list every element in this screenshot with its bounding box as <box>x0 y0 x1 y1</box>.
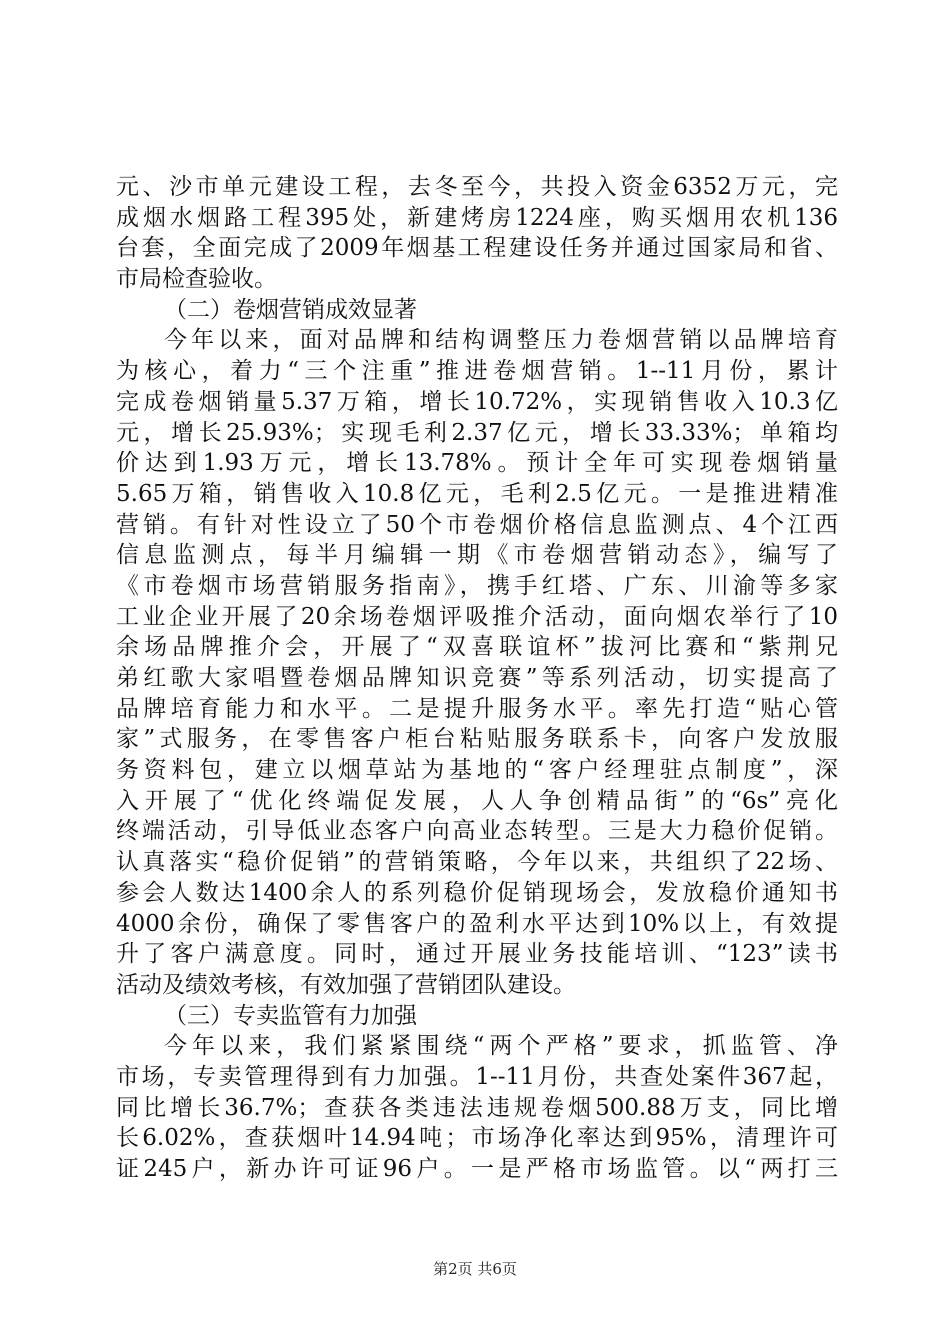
text-line: 价达到1.93万元，增长13.78%。预计全年可实现卷烟销量 <box>116 450 838 477</box>
text-line: 认真落实“稳价促销”的营销策略，今年以来，共组织了22场、 <box>116 849 838 876</box>
text-line: 元、沙市单元建设工程，去冬至今，共投入资金6352万元，完 <box>116 174 838 200</box>
text-line: 台套，全面完成了2009年烟基工程建设任务并通过国家局和省、 <box>116 235 838 262</box>
text-line: 长6.02%，查获烟叶14.94吨；市场净化率达到95%，清理许可 <box>116 1125 838 1152</box>
text-line: 今年以来，我们紧紧围绕“两个严格”要求，抓监管、净 <box>164 1033 838 1060</box>
section-heading: （三）专卖监管有力加强 <box>164 1002 417 1029</box>
document-body <box>116 172 838 1185</box>
text-line: 信息监测点，每半月编辑一期《市卷烟营销动态》，编写了 <box>116 542 838 569</box>
text-line: 余场品牌推介会，开展了“双喜联谊杯”拔河比赛和“紫荆兄 <box>116 634 838 661</box>
text-line: 品牌培育能力和水平。二是提升服务水平。率先打造“贴心管 <box>116 695 838 722</box>
text-line: 为核心，着力“三个注重”推进卷烟营销。1--11月份，累计 <box>116 358 838 385</box>
text-line: 同比增长36.7%；查获各类违法违规卷烟500.88万支，同比增 <box>116 1094 838 1121</box>
text-line: 家”式服务，在零售客户柜台粘贴服务联系卡，向客户发放服 <box>116 726 838 753</box>
text-line: 《市卷烟市场营销服务指南》，携手红塔、广东、川渝等多家 <box>116 572 838 599</box>
text-line: 证245户，新办许可证96户。一是严格市场监管。以“两打三 <box>116 1156 838 1182</box>
text-line: 完成卷烟销量5.37万箱，增长10.72%，实现销售收入10.3亿 <box>116 388 838 415</box>
text-line: 弟红歌大家唱暨卷烟品牌知识竞赛”等系列活动，切实提高了 <box>116 665 838 691</box>
text-line: 5.65万箱，销售收入10.8亿元，毛利2.5亿元。一是推进精准 <box>116 480 838 507</box>
text-line: 市局检查验收。 <box>116 266 277 293</box>
text-line: 活动及绩效考核，有效加强了营销团队建设。 <box>116 971 576 998</box>
text-line: 入开展了“优化终端促发展，人人争创精品街”的“6s”亮化 <box>116 787 838 814</box>
text-line: 终端活动，引导低业态客户向高业态转型。三是大力稳价促销。 <box>116 818 838 845</box>
text-line: 升了客户满意度。同时，通过开展业务技能培训、“123”读书 <box>116 941 838 968</box>
text-line: 市场，专卖管理得到有力加强。1--11月份，共查处案件367起， <box>116 1063 838 1090</box>
text-line: 4000余份，确保了零售客户的盈利水平达到10%以上，有效提 <box>116 910 838 937</box>
text-line: 工业企业开展了20余场卷烟评吸推介活动，面向烟农举行了10 <box>116 603 838 630</box>
text-line: 务资料包，建立以烟草站为基地的“客户经理驻点制度”，深 <box>116 757 838 784</box>
page-footer: 第2页 共6页 <box>433 1260 517 1278</box>
text-line: 成烟水烟路工程395处，新建烤房1224座，购买烟用农机136 <box>116 204 838 231</box>
text-line: 营销。有针对性设立了50个市卷烟价格信息监测点、4个江西 <box>116 511 838 538</box>
text-line: 元，增长25.93%；实现毛利2.37亿元，增长33.33%；单箱均 <box>116 419 838 446</box>
section-heading: （二）卷烟营销成效显著 <box>164 296 417 323</box>
text-line: 今年以来，面对品牌和结构调整压力卷烟营销以品牌培育 <box>164 327 838 354</box>
text-line: 参会人数达1400余人的系列稳价促销现场会，发放稳价通知书 <box>116 879 838 906</box>
